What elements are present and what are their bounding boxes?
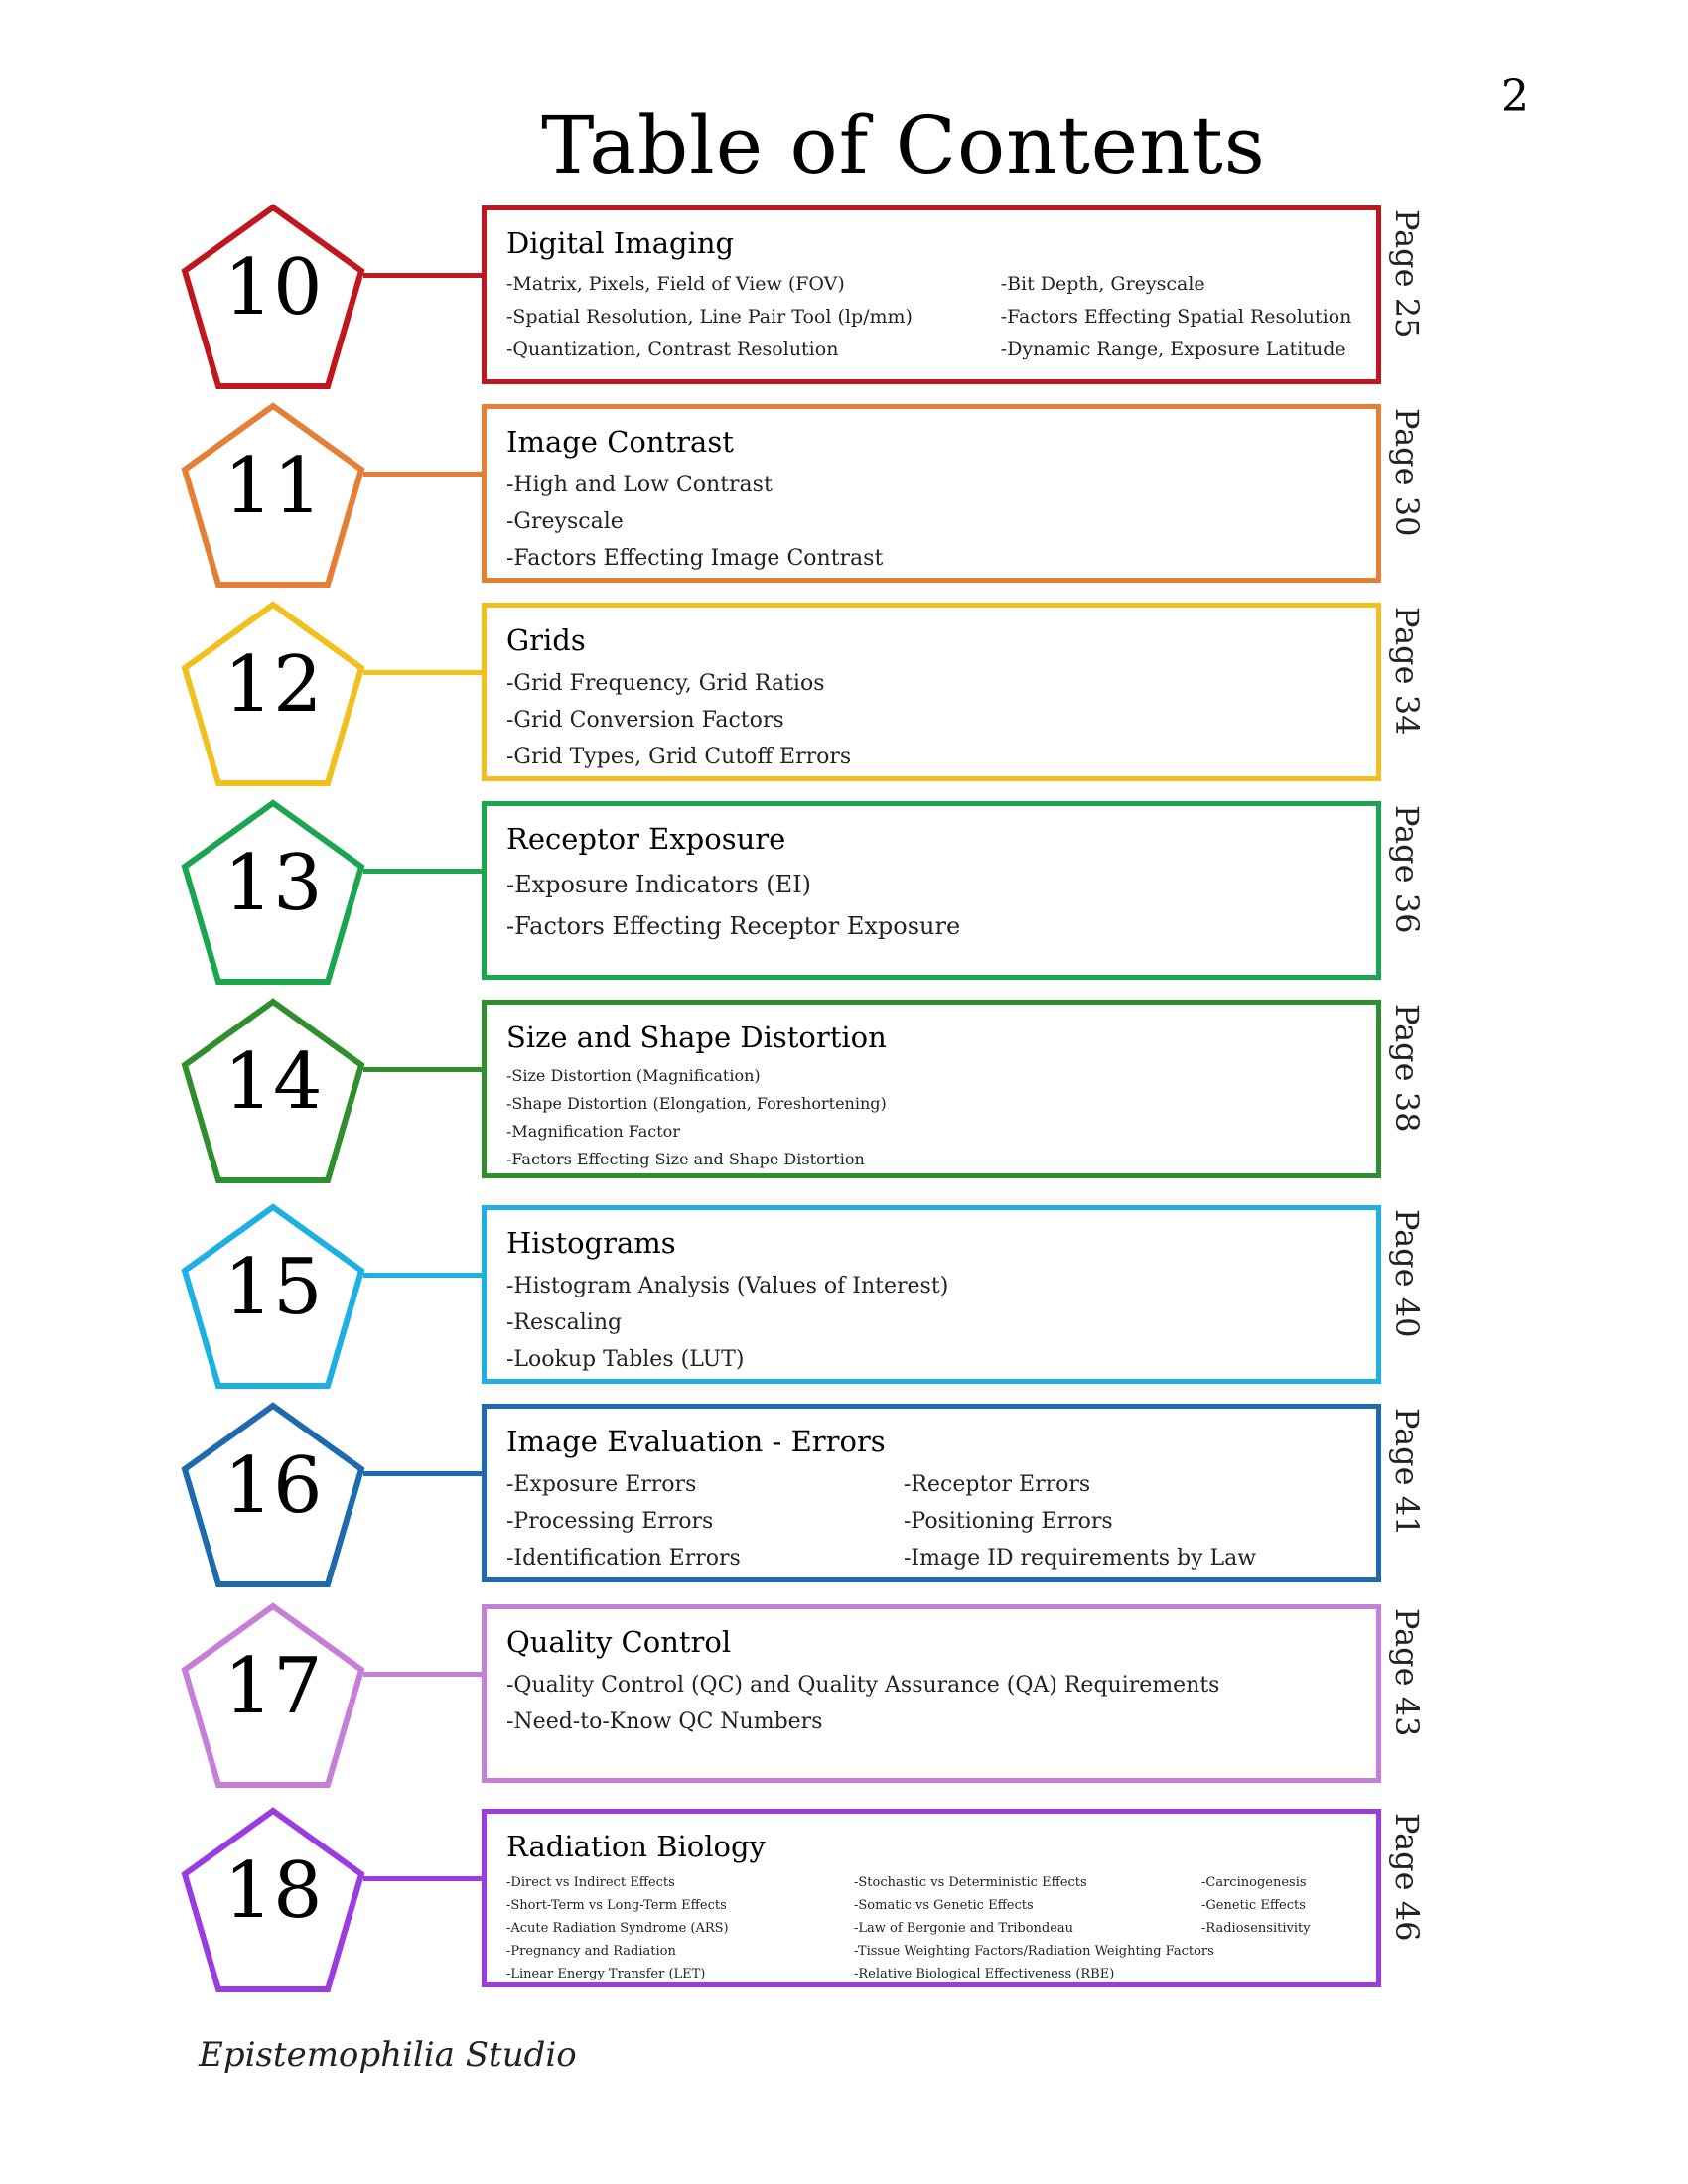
toc-entry[interactable] bbox=[0, 1402, 1688, 1590]
topic-list bbox=[506, 665, 1356, 775]
topic-item: -Factors Effecting Size and Shape Distortion bbox=[506, 1150, 865, 1168]
topic-column bbox=[854, 1871, 1214, 1985]
topic-column bbox=[506, 1466, 904, 1576]
chapter-box bbox=[482, 603, 1381, 781]
topic-column bbox=[506, 268, 1001, 366]
topic-item: -Lookup Tables (LUT) bbox=[506, 1347, 745, 1372]
chapter-box bbox=[482, 1809, 1381, 1987]
topic-item: -Grid Types, Grid Cutoff Errors bbox=[506, 745, 852, 769]
topic-list bbox=[506, 864, 1356, 947]
toc-entry[interactable] bbox=[0, 799, 1688, 988]
connector-line bbox=[363, 273, 483, 278]
chapter-box bbox=[482, 205, 1381, 384]
topic-item: -Quality Control (QC) and Quality Assurance (QA) Requirements bbox=[506, 1673, 1220, 1698]
topic-item: -Relative Biological Effectiveness (RBE) bbox=[854, 1967, 1115, 1981]
topic-column bbox=[506, 1062, 887, 1173]
connector-line bbox=[363, 1067, 483, 1072]
topic-item: -Radiosensitivity bbox=[1201, 1921, 1311, 1936]
toc-entry[interactable] bbox=[0, 998, 1688, 1186]
chapter-title: Quality Control bbox=[506, 1625, 732, 1659]
page-reference[interactable] bbox=[1380, 998, 1450, 1186]
toc-entry[interactable] bbox=[0, 402, 1688, 591]
topic-item: -Exposure Indicators (EI) bbox=[506, 871, 812, 898]
chapter-box bbox=[482, 1000, 1381, 1178]
topic-item: -Somatic vs Genetic Effects bbox=[854, 1898, 1034, 1913]
chapter-number: 17 bbox=[223, 1642, 323, 1731]
topic-item: -Pregnancy and Radiation bbox=[506, 1944, 676, 1959]
chapter-pentagon bbox=[179, 998, 367, 1186]
toc-entry[interactable] bbox=[0, 1203, 1688, 1392]
chapter-pentagon bbox=[179, 1807, 367, 1995]
page-reference-text: Page 38 bbox=[1388, 1004, 1426, 1133]
chapter-number: 16 bbox=[223, 1441, 323, 1531]
page-reference-text: Page 41 bbox=[1388, 1408, 1426, 1537]
page-number: 2 bbox=[1501, 71, 1529, 122]
chapter-number: 10 bbox=[223, 243, 323, 333]
topic-list bbox=[506, 1667, 1356, 1740]
chapter-box bbox=[482, 1404, 1381, 1582]
topic-item: -Linear Energy Transfer (LET) bbox=[506, 1967, 706, 1981]
page-reference-text: Page 34 bbox=[1388, 607, 1426, 736]
connector-line bbox=[363, 1876, 483, 1881]
page-reference[interactable] bbox=[1380, 1402, 1450, 1590]
topic-item: -Magnification Factor bbox=[506, 1122, 680, 1141]
topic-item: -Factors Effecting Image Contrast bbox=[506, 546, 884, 571]
topic-list bbox=[506, 1466, 1356, 1576]
page-reference[interactable] bbox=[1380, 1602, 1450, 1791]
chapter-number: 12 bbox=[223, 640, 323, 730]
page-reference-text: Page 25 bbox=[1388, 209, 1426, 339]
topic-item: -Histogram Analysis (Values of Interest) bbox=[506, 1274, 949, 1298]
chapter-title: Receptor Exposure bbox=[506, 822, 786, 856]
topic-item: -Acute Radiation Syndrome (ARS) bbox=[506, 1921, 729, 1936]
chapter-number: 18 bbox=[223, 1846, 323, 1936]
chapter-title: Radiation Biology bbox=[506, 1830, 766, 1863]
topic-item: -Receptor Errors bbox=[904, 1472, 1091, 1497]
topic-item: -Bit Depth, Greyscale bbox=[1000, 273, 1205, 295]
topic-column bbox=[506, 864, 960, 947]
topic-item: -Exposure Errors bbox=[506, 1472, 697, 1497]
page-reference[interactable] bbox=[1380, 1807, 1450, 1995]
chapter-pentagon bbox=[179, 1602, 367, 1791]
connector-line bbox=[363, 869, 483, 874]
topic-column bbox=[506, 467, 883, 577]
topic-list bbox=[506, 467, 1356, 577]
connector-line bbox=[363, 1471, 483, 1476]
connector-line bbox=[363, 1273, 483, 1278]
topic-item: -Carcinogenesis bbox=[1201, 1875, 1307, 1890]
chapter-number: 14 bbox=[223, 1037, 323, 1127]
topic-item: -Stochastic vs Deterministic Effects bbox=[854, 1875, 1087, 1890]
topic-column bbox=[1201, 1871, 1350, 1985]
chapter-title: Image Evaluation - Errors bbox=[506, 1425, 886, 1458]
chapter-pentagon bbox=[179, 204, 367, 392]
topic-item: -Need-to-Know QC Numbers bbox=[506, 1709, 823, 1734]
chapter-box bbox=[482, 404, 1381, 583]
topic-item: -Positioning Errors bbox=[904, 1509, 1113, 1534]
chapter-number: 15 bbox=[223, 1243, 323, 1332]
topic-item: -High and Low Contrast bbox=[506, 473, 773, 497]
topic-column bbox=[506, 1871, 854, 1985]
topic-item: -Greyscale bbox=[506, 509, 624, 534]
chapter-title: Digital Imaging bbox=[506, 226, 735, 260]
chapter-pentagon bbox=[179, 1203, 367, 1392]
connector-line bbox=[363, 472, 483, 477]
page-reference[interactable] bbox=[1380, 402, 1450, 591]
toc-entry[interactable] bbox=[0, 1807, 1688, 1995]
topic-item: -Grid Frequency, Grid Ratios bbox=[506, 671, 825, 696]
topic-column bbox=[904, 1466, 1301, 1576]
topic-item: -Matrix, Pixels, Field of View (FOV) bbox=[506, 273, 845, 295]
chapter-number: 11 bbox=[223, 442, 323, 531]
page-reference-text: Page 43 bbox=[1388, 1608, 1426, 1737]
topic-column bbox=[1001, 268, 1356, 366]
toc-entry[interactable] bbox=[0, 1602, 1688, 1791]
chapter-pentagon bbox=[179, 402, 367, 591]
chapter-number: 13 bbox=[223, 839, 323, 928]
topic-item: -Law of Bergonie and Tribondeau bbox=[854, 1921, 1074, 1936]
topic-item: -Rescaling bbox=[506, 1310, 623, 1335]
topic-list bbox=[506, 1062, 1356, 1173]
topic-item: -Identification Errors bbox=[506, 1546, 741, 1570]
page-title-text: Table of Contents bbox=[541, 99, 1266, 192]
chapter-title: Size and Shape Distortion bbox=[506, 1021, 887, 1054]
topic-list bbox=[506, 1268, 1356, 1378]
page-reference[interactable] bbox=[1380, 1203, 1450, 1392]
chapter-pentagon bbox=[179, 1402, 367, 1590]
topic-column bbox=[506, 1268, 948, 1378]
page-reference[interactable] bbox=[1380, 799, 1450, 988]
connector-line bbox=[363, 1672, 483, 1677]
page-reference-text: Page 30 bbox=[1388, 408, 1426, 537]
topic-column bbox=[506, 665, 851, 775]
studio-signature: Epistemophilia Studio bbox=[199, 2035, 577, 2075]
topic-item: -Dynamic Range, Exposure Latitude bbox=[1000, 339, 1346, 360]
chapter-title: Grids bbox=[506, 623, 586, 657]
page-reference-text: Page 40 bbox=[1388, 1209, 1426, 1338]
page-reference[interactable] bbox=[1380, 601, 1450, 789]
topic-item: -Direct vs Indirect Effects bbox=[506, 1875, 675, 1890]
topic-item: -Tissue Weighting Factors/Radiation Weighting Factors bbox=[854, 1944, 1214, 1959]
topic-item: -Grid Conversion Factors bbox=[506, 708, 784, 733]
chapter-pentagon bbox=[179, 601, 367, 789]
topic-item: -Spatial Resolution, Line Pair Tool (lp/mm) bbox=[506, 306, 913, 328]
topic-item: -Size Distortion (Magnification) bbox=[506, 1066, 761, 1085]
topic-list bbox=[506, 1871, 1356, 1985]
connector-line bbox=[363, 670, 483, 675]
page-reference[interactable] bbox=[1380, 204, 1450, 392]
topic-item: -Genetic Effects bbox=[1201, 1898, 1306, 1913]
topic-item: -Quantization, Contrast Resolution bbox=[506, 339, 839, 360]
topic-item: -Processing Errors bbox=[506, 1509, 714, 1534]
chapter-box bbox=[482, 1205, 1381, 1384]
topic-item: -Image ID requirements by Law bbox=[904, 1546, 1257, 1570]
chapter-box bbox=[482, 1604, 1381, 1783]
chapter-title: Histograms bbox=[506, 1226, 676, 1260]
page-reference-text: Page 36 bbox=[1388, 805, 1426, 934]
topic-item: -Shape Distortion (Elongation, Foreshortening) bbox=[506, 1094, 887, 1113]
toc-entry[interactable] bbox=[0, 601, 1688, 789]
chapter-box bbox=[482, 801, 1381, 980]
topic-item: -Factors Effecting Spatial Resolution bbox=[1000, 306, 1352, 328]
page-reference-text: Page 46 bbox=[1388, 1813, 1426, 1942]
chapter-pentagon bbox=[179, 799, 367, 988]
toc-entry[interactable] bbox=[0, 204, 1688, 392]
topic-item: -Short-Term vs Long-Term Effects bbox=[506, 1898, 727, 1913]
page-title bbox=[0, 99, 1688, 192]
topic-item: -Factors Effecting Receptor Exposure bbox=[506, 912, 961, 940]
chapter-title: Image Contrast bbox=[506, 425, 734, 459]
topic-list bbox=[506, 268, 1356, 366]
topic-column bbox=[506, 1667, 1219, 1740]
